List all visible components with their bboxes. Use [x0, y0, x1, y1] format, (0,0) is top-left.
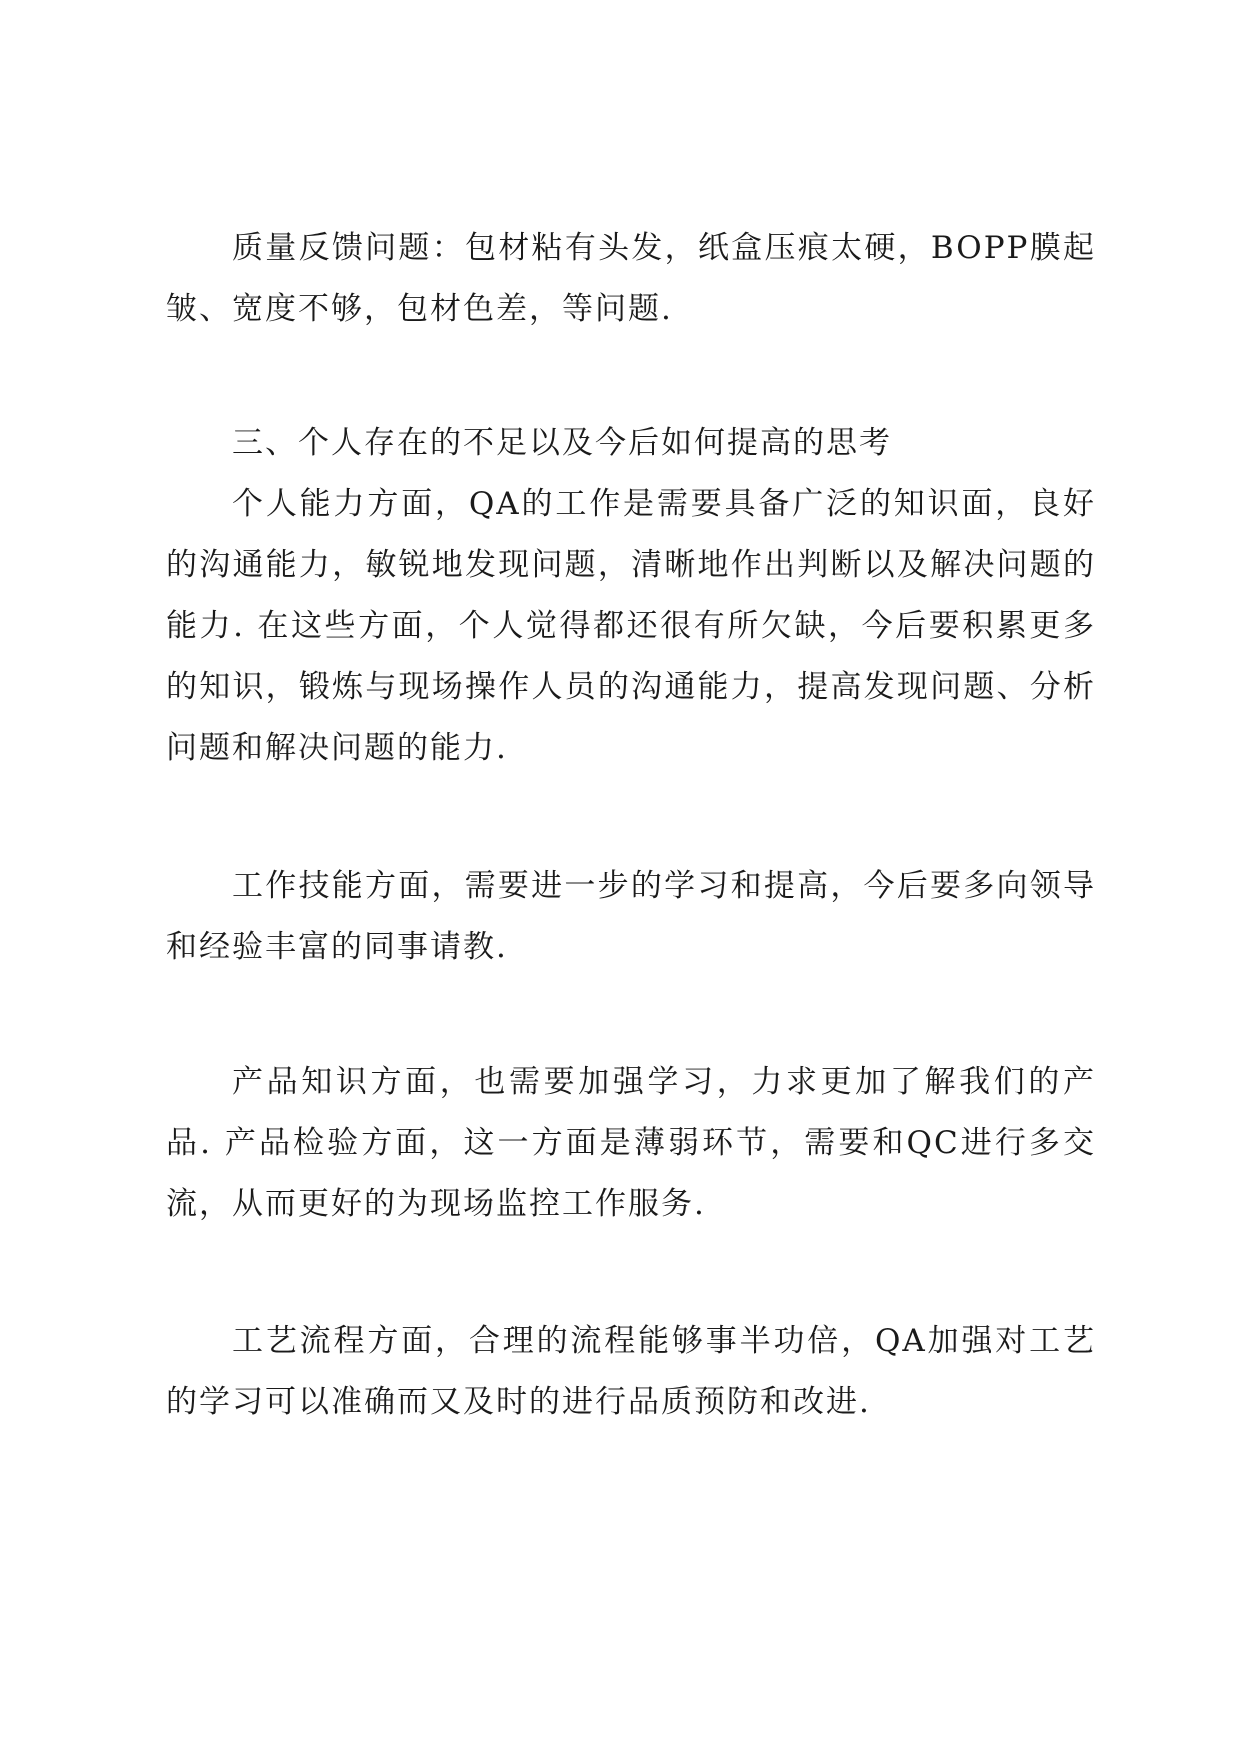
- paragraph-work-skills: 工作技能方面，需要进一步的学习和提高，今后要多向领导和经验丰富的同事请教.: [166, 868, 1096, 965]
- section-heading-shortcomings: 三、个人存在的不足以及今后如何提高的思考: [232, 425, 892, 461]
- paragraph-quality-feedback: 质量反馈问题：包材粘有头发，纸盒压痕太硬，BOPP膜起皱、宽度不够，包材色差，等问题.: [166, 230, 1096, 327]
- paragraph-process-flow: 工艺流程方面，合理的流程能够事半功倍，QA加强对工艺的学习可以准确而又及时的进行品质预防和改进.: [166, 1323, 1096, 1420]
- paragraph-personal-ability: 个人能力方面，QA的工作是需要具备广泛的知识面，良好的沟通能力，敏锐地发现问题，清晰地作出判断以及解决问题的能力. 在这些方面，个人觉得都还很有所欠缺，今后要积累更多的知识，锻炼与现场操作人员的沟通能力，提高发现问题、分析问题和解决问题的能力.: [166, 486, 1096, 766]
- paragraph-product-knowledge: 产品知识方面，也需要加强学习，力求更加了解我们的产品. 产品检验方面，这一方面是薄弱环节，需要和QC进行多交流，从而更好的为现场监控工作服务.: [166, 1064, 1096, 1222]
